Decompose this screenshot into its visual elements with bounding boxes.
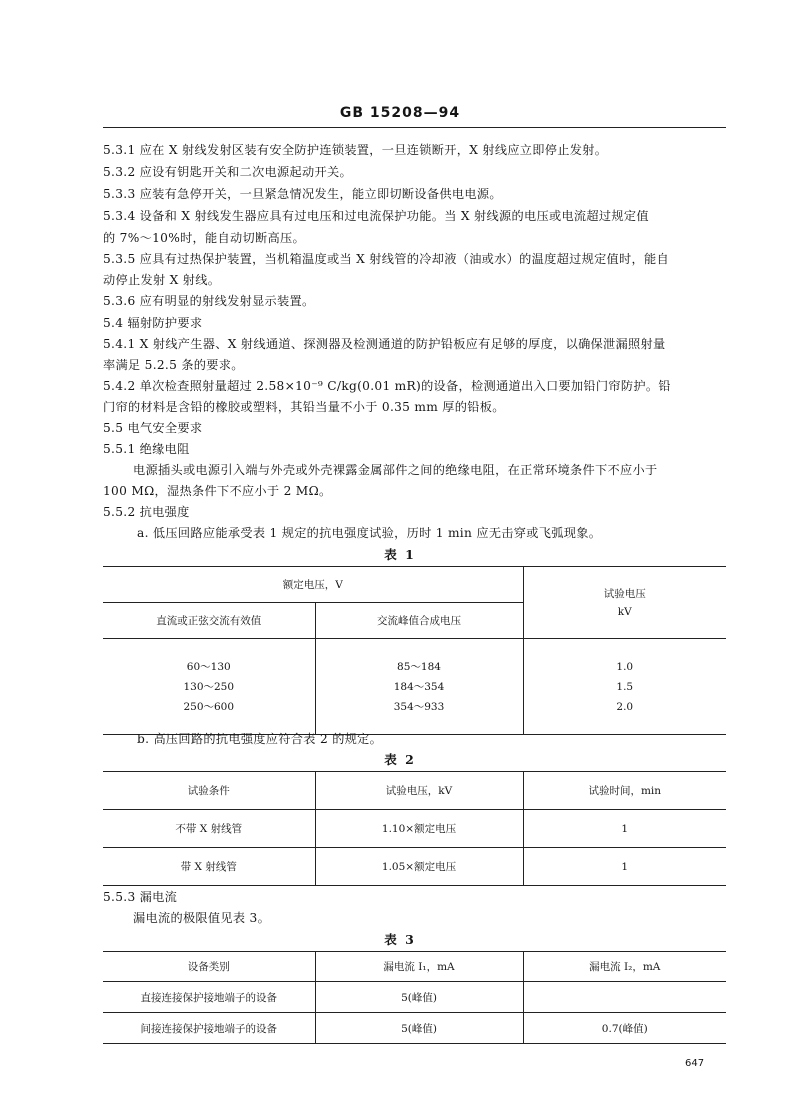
section-5-5: 5.5 电气安全要求 bbox=[103, 421, 203, 435]
t1-header-peak: 交流峰值合成电压 bbox=[315, 603, 523, 639]
t2-header-condition: 试验条件 bbox=[103, 772, 315, 810]
clause-5-5-2: 5.5.2 抗电强度 bbox=[103, 505, 190, 519]
section-5-4: 5.4 辐射防护要求 bbox=[103, 316, 203, 330]
t1-row3-peak: 354～933 bbox=[393, 700, 445, 713]
clause-5-3-2: 5.3.2 应设有钥匙开关和二次电源起动开关。 bbox=[103, 165, 352, 179]
table2-caption: 表 2 bbox=[384, 752, 416, 767]
clause-5-4-1: 5.4.1 X 射线产生器、X 射线通道、探测器及检测通道的防护铅板应有足够的厚度，以确保泄漏照射量 bbox=[103, 337, 666, 351]
t1-row3-dc: 250～600 bbox=[183, 700, 235, 713]
t1-col-peak bbox=[315, 639, 523, 735]
t1-col-dc bbox=[103, 639, 315, 735]
table3-caption: 表 3 bbox=[384, 932, 416, 947]
t1-header-rated: 额定电压，V bbox=[103, 567, 523, 603]
leakage-text: 漏电流的极限值见表 3。 bbox=[133, 911, 271, 925]
t3-row1-i2 bbox=[523, 982, 726, 1013]
clause-5-3-6: 5.3.6 应有明显的射线发射显示装置。 bbox=[103, 294, 315, 308]
clause-5-3-5-cont: 动停止发射 X 射线。 bbox=[103, 273, 221, 287]
t1-header-test-unit: kV bbox=[617, 605, 632, 618]
t3-header-category: 设备类别 bbox=[103, 952, 315, 982]
table3 bbox=[103, 951, 726, 1044]
t3-row2-i1: 5(峰值) bbox=[315, 1013, 523, 1044]
t3-row1-i1: 5(峰值) bbox=[315, 982, 523, 1013]
t1-row2-peak: 184～354 bbox=[393, 680, 445, 693]
clause-5-3-4-cont: 的 7%～10%时，能自动切断高压。 bbox=[103, 231, 305, 245]
t2-row2-time: 1 bbox=[523, 848, 726, 886]
table2 bbox=[103, 771, 726, 886]
t3-header-i2: 漏电流 I₂，mA bbox=[523, 952, 726, 982]
t2-row1-voltage: 1.10×额定电压 bbox=[315, 810, 523, 848]
t1-header-test-label: 试验电压 bbox=[603, 587, 646, 600]
clause-5-4-2-cont: 门帘的材料是含铅的橡胶或塑料，其铅当量不小于 0.35 mm 厚的铅板。 bbox=[103, 400, 505, 414]
header-rule bbox=[103, 127, 726, 128]
t3-header-i1: 漏电流 I₁，mA bbox=[315, 952, 523, 982]
item-a: a. 低压回路应能承受表 1 规定的抗电强度试验，历时 1 min 应无击穿或飞弧现象。 bbox=[137, 526, 602, 540]
t1-row3-kv: 2.0 bbox=[616, 700, 634, 713]
insulation-text: 电源插头或电源引入端与外壳或外壳裸露金属部件之间的绝缘电阻，在正常环境条件下不应小于 bbox=[133, 463, 658, 477]
t2-row2-voltage: 1.05×额定电压 bbox=[315, 848, 523, 886]
clause-5-3-3: 5.3.3 应装有急停开关，一旦紧急情况发生，能立即切断设备供电电源。 bbox=[103, 187, 502, 201]
page-number: 647 bbox=[685, 1058, 705, 1069]
t1-header-test bbox=[523, 567, 726, 639]
t1-row1-dc: 60～130 bbox=[186, 660, 231, 673]
t2-row1-condition: 不带 X 射线管 bbox=[103, 810, 315, 848]
t2-header-voltage: 试验电压，kV bbox=[315, 772, 523, 810]
clause-5-4-2: 5.4.2 单次检查照射量超过 2.58×10⁻⁹ C/kg(0.01 mR)的设备，检测通道出入口要加铅门帘防护。铅 bbox=[103, 379, 671, 393]
table1-caption: 表 1 bbox=[384, 547, 416, 562]
t1-col-kv bbox=[523, 639, 726, 735]
t2-row1-time: 1 bbox=[523, 810, 726, 848]
insulation-text-cont: 100 MΩ，湿热条件下不应小于 2 MΩ。 bbox=[103, 484, 332, 498]
clause-5-3-4: 5.3.4 设备和 X 射线发生器应具有过电压和过电流保护功能。当 X 射线源的电压或电流超过规定值 bbox=[103, 209, 649, 223]
t2-row2-condition: 带 X 射线管 bbox=[180, 861, 237, 873]
clause-5-5-3: 5.5.3 漏电流 bbox=[103, 890, 178, 904]
t1-row2-kv: 1.5 bbox=[616, 680, 634, 693]
t1-row1-kv: 1.0 bbox=[616, 660, 634, 673]
t3-row1-category: 直接连接保护接地端子的设备 bbox=[103, 982, 315, 1013]
standard-code-header: GB 15208—94 bbox=[339, 105, 461, 121]
item-b: b. 高压回路的抗电强度应符合表 2 的规定。 bbox=[137, 732, 383, 746]
t3-row2-i2: 0.7(峰值) bbox=[523, 1013, 726, 1044]
clause-5-3-1: 5.3.1 应在 X 射线发射区装有安全防护连锁装置，一旦连锁断开，X 射线应立即停止发射。 bbox=[103, 143, 608, 157]
clause-5-3-5: 5.3.5 应具有过热保护装置，当机箱温度或当 X 射线管的冷却液（油或水）的温度超过规定值时，能自 bbox=[103, 252, 669, 266]
t1-header-dc: 直流或正弦交流有效值 bbox=[103, 603, 315, 639]
t3-row2-category: 间接连接保护接地端子的设备 bbox=[140, 1022, 277, 1035]
clause-5-4-1-cont: 率满足 5.2.5 条的要求。 bbox=[103, 358, 244, 372]
t1-row1-peak: 85～184 bbox=[397, 660, 441, 673]
t1-row2-dc: 130～250 bbox=[183, 680, 235, 693]
t2-header-time: 试验时间，min bbox=[523, 772, 726, 810]
table1 bbox=[103, 566, 726, 735]
clause-5-5-1: 5.5.1 绝缘电阻 bbox=[103, 442, 190, 456]
